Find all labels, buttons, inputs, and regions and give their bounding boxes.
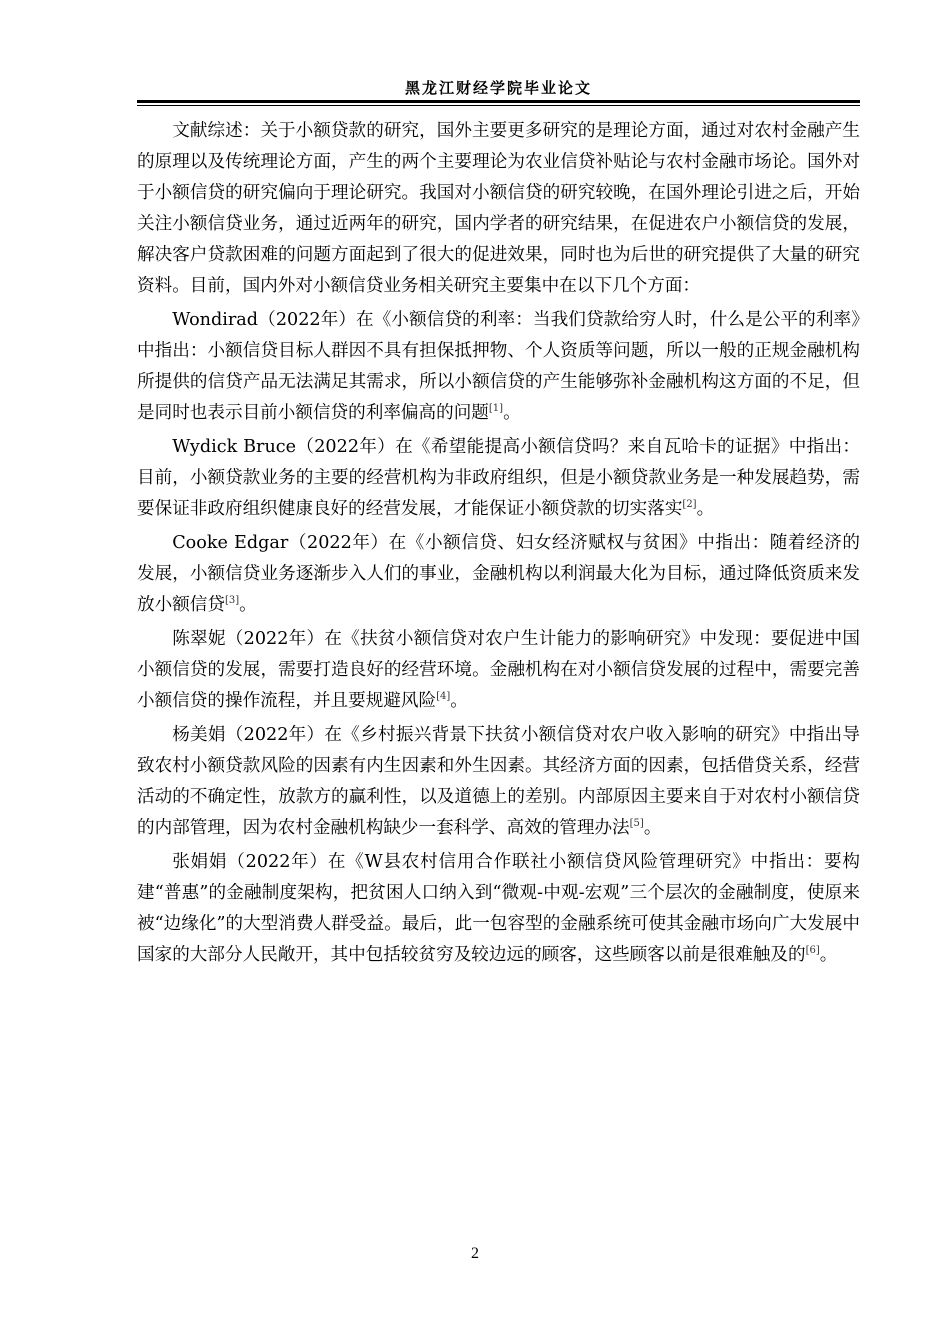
paragraph-yang-meijuan [137,720,860,844]
paragraph-end: 。 [239,595,257,615]
paragraph-text: 杨美娟（2022年）在《乡村振兴背景下扶贫小额信贷对农户收入影响的研究》中指出导致农村小额贷款风险的因素有内生因素和外生因素。其经济方面的因素，包括借贷关系，经营活动的不确定性，放款方的赢利性，以及道德上的差别。内部原因主要来自于对农村小额信贷的内部管理，因为农村金融机构缺少一套科学、高效的管理办法 [137,725,860,838]
header-rule-thin [137,105,860,106]
paragraph-text: Cooke Edgar（2022年）在《小额信贷、妇女经济赋权与贫困》中指出：随着经济的发展，小额信贷业务逐渐步入人们的事业，金融机构以利润最大化为目标，通过降低资质来发放小额信贷 [137,533,860,615]
paragraph-zhang-juanjuan [137,847,860,971]
paragraph-text: Wydick Bruce（2022年）在《希望能提高小额信贷吗？来自瓦哈卡的证据》中指出：目前，小额贷款业务的主要的经营机构为非政府组织，但是小额贷款业务是一种发展趋势，需要保证非政府组织健康良好的经营发展，才能保证小额贷款的切实落实 [137,437,860,519]
header-rule-thick [137,100,860,103]
paragraph-end: 。 [503,403,521,423]
paragraph-text: Wondirad（2022年）在《小额信贷的利率：当我们贷款给穷人时，什么是公平的利率》中指出：小额信贷目标人群因不具有担保抵押物、个人资质等问题，所以一般的正规金融机构所提供的信贷产品无法满足其需求，所以小额信贷的产生能够弥补金融机构这方面的不足，但是同时也表示目前小额信贷的利率偏高的问题 [137,310,860,423]
citation-marker: [1] [488,403,504,415]
page-header-title: 黑龙江财经学院毕业论文 [404,79,592,97]
citation-marker: [2] [682,499,697,511]
paragraph-end: 。 [696,499,715,519]
paragraph-literature-review [137,116,860,302]
citation-marker: [3] [224,595,240,607]
paragraph-text: 张娟娟（2022年）在《W县农村信用合作联社小额信贷风险管理研究》中指出：要构建“普惠”的金融制度架构，把贫困人口纳入到“微观-中观-宏观”三个层次的金融制度，使原来被“边缘化”的大型消费人群受益。最后，此一包容型的金融系统可使其金融市场向广大发展中国家的大部分人民敞开，其中包括较贫穷及较边远的顾客，这些顾客以前是很难触及的 [137,852,860,965]
citation-marker: [5] [629,818,644,830]
paragraph-cooke-edgar [137,528,860,621]
paragraph-end: 。 [450,691,468,711]
citation-marker: [4] [436,691,451,703]
page-number: 2 [471,1245,479,1262]
paragraph-chen-cuini [137,624,860,717]
citation-marker: [6] [805,945,820,957]
paragraph-wydick-bruce [137,432,860,525]
paragraph-end: 。 [819,945,838,965]
paragraph-text: 陈翠妮（2022年）在《扶贫小额信贷对农户生计能力的影响研究》中发现：要促进中国小额信贷的发展，需要打造良好的经营环境。金融机构在对小额信贷发展的过程中，需要完善小额信贷的操作流程，并且要规避风险 [137,629,860,711]
document-body [137,116,860,974]
paragraph-end: 。 [643,818,662,838]
paragraph-text: 文献综述：关于小额贷款的研究，国外主要更多研究的是理论方面，通过对农村金融产生的原理以及传统理论方面，产生的两个主要理论为农业信贷补贴论与农村金融市场论。国外对于小额信贷的研究偏向于理论研究。我国对小额信贷的研究较晚，在国外理论引进之后，开始关注小额信贷业务，通过近两年的研究，国内学者的研究结果，在促进农户小额信贷的发展，解决客户贷款困难的问题方面起到了很大的促进效果，同时也为后世的研究提供了大量的研究资料。目前，国内外对小额信贷业务相关研究主要集中在以下几个方面： [137,121,860,296]
paragraph-wondirad [137,305,860,429]
